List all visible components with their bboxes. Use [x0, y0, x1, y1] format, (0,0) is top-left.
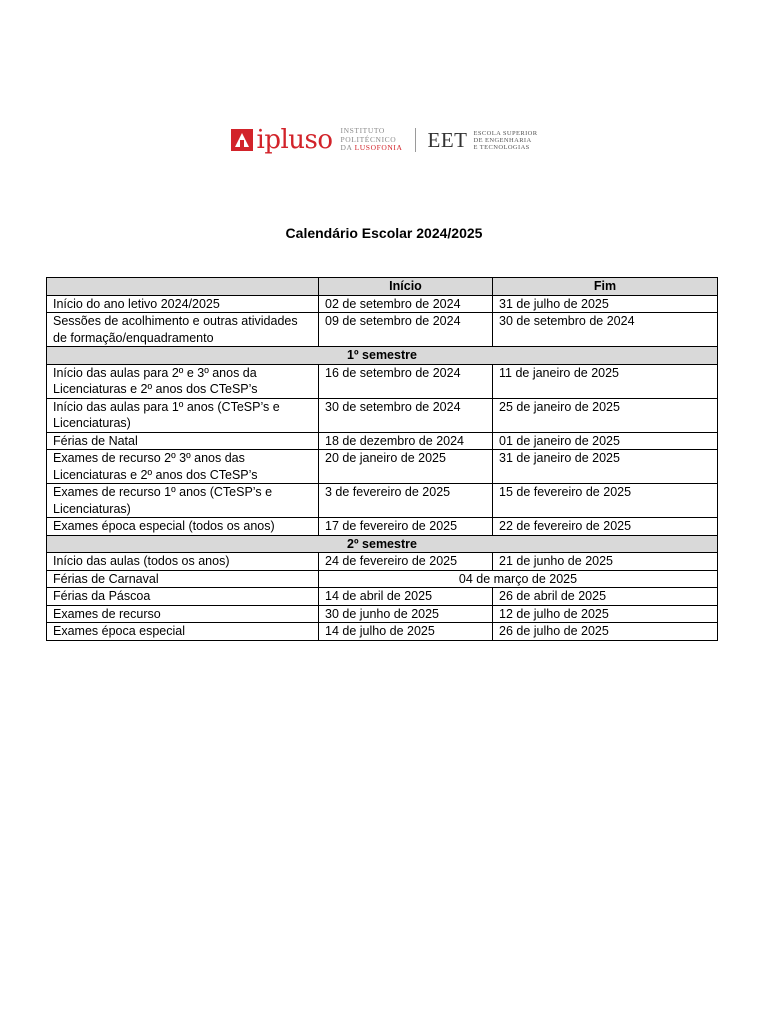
ipluso-emblem-icon — [231, 129, 253, 151]
event-cell: Exames época especial (todos os anos) — [47, 518, 319, 536]
semester-1-label: 1º semestre — [47, 347, 718, 365]
table-row — [47, 450, 718, 484]
end-date-cell: 21 de junho de 2025 — [493, 553, 718, 571]
end-date-cell: 31 de janeiro de 2025 — [493, 450, 718, 484]
page-title: Calendário Escolar 2024/2025 — [285, 225, 483, 241]
eet-subtitle-line: E TECNOLOGIAS — [473, 143, 530, 151]
table-row — [47, 484, 718, 518]
eet-wordmark: EET — [427, 127, 468, 152]
table-row — [47, 588, 718, 606]
end-date-cell: 22 de fevereiro de 2025 — [493, 518, 718, 536]
start-date-cell: 30 de junho de 2025 — [319, 605, 493, 623]
semester-header-row — [47, 347, 718, 365]
start-date-cell: 30 de setembro de 2024 — [319, 398, 493, 432]
ipluso-subtitle-prefix: DA — [340, 143, 355, 153]
start-date-cell: 14 de julho de 2025 — [319, 623, 493, 641]
end-date-cell: 25 de janeiro de 2025 — [493, 398, 718, 432]
table-row — [47, 553, 718, 571]
event-cell: Exames de recurso 1º anos (CTeSP’s e Licenciaturas) — [47, 484, 319, 518]
end-date-cell: 01 de janeiro de 2025 — [493, 432, 718, 450]
start-date-cell: 16 de setembro de 2024 — [319, 364, 493, 398]
column-header-end: Fim — [493, 278, 718, 296]
institution-header — [0, 120, 768, 160]
start-date-cell: 18 de dezembro de 2024 — [319, 432, 493, 450]
event-cell: Exames de recurso 2º 3º anos das Licenciaturas e 2º anos dos CTeSP’s — [47, 450, 319, 484]
table-row — [47, 623, 718, 641]
event-cell: Início do ano letivo 2024/2025 — [47, 295, 319, 313]
end-date-cell: 31 de julho de 2025 — [493, 295, 718, 313]
ipluso-logo — [231, 127, 403, 153]
ipluso-subtitle-line: POLITÉCNICO — [340, 134, 397, 144]
end-date-cell: 30 de setembro de 2024 — [493, 313, 718, 347]
event-cell: Férias de Carnaval — [47, 570, 319, 588]
ipluso-subtitle-highlight: LUSOFONIA — [354, 143, 403, 153]
ipluso-subtitle-line: INSTITUTO — [340, 126, 385, 136]
start-date-cell: 17 de fevereiro de 2025 — [319, 518, 493, 536]
start-date-cell: 20 de janeiro de 2025 — [319, 450, 493, 484]
start-date-cell: 09 de setembro de 2024 — [319, 313, 493, 347]
event-cell: Exames de recurso — [47, 605, 319, 623]
table-row — [47, 313, 718, 347]
end-date-cell: 12 de julho de 2025 — [493, 605, 718, 623]
table-row — [47, 605, 718, 623]
table-row — [47, 570, 718, 588]
eet-subtitle — [474, 130, 538, 151]
semester-header-row — [47, 535, 718, 553]
logo-divider — [415, 128, 416, 152]
table-row — [47, 364, 718, 398]
start-date-cell: 14 de abril de 2025 — [319, 588, 493, 606]
eet-subtitle-line: ESCOLA SUPERIOR — [473, 129, 538, 137]
table-row — [47, 295, 718, 313]
ipluso-subtitle — [341, 127, 403, 153]
event-cell: Sessões de acolhimento e outras atividades de formação/enquadramento — [47, 313, 319, 347]
event-cell: Início das aulas (todos os anos) — [47, 553, 319, 571]
start-date-cell: 02 de setembro de 2024 — [319, 295, 493, 313]
logos — [231, 127, 538, 153]
end-date-cell: 26 de julho de 2025 — [493, 623, 718, 641]
column-header-start: Início — [319, 278, 493, 296]
start-date-cell: 24 de fevereiro de 2025 — [319, 553, 493, 571]
calendar-table — [46, 277, 718, 641]
semester-2-label: 2º semestre — [47, 535, 718, 553]
column-header-event — [47, 278, 319, 296]
event-cell: Início das aulas para 2º e 3º anos da Licenciaturas e 2º anos dos CTeSP’s — [47, 364, 319, 398]
event-cell: Exames época especial — [47, 623, 319, 641]
event-cell: Início das aulas para 1º anos (CTeSP’s e Licenciaturas) — [47, 398, 319, 432]
merged-date-cell: 04 de março de 2025 — [319, 570, 718, 588]
table-header-row — [47, 278, 718, 296]
end-date-cell: 11 de janeiro de 2025 — [493, 364, 718, 398]
end-date-cell: 26 de abril de 2025 — [493, 588, 718, 606]
eet-subtitle-line: DE ENGENHARIA — [473, 136, 532, 144]
eet-logo — [428, 128, 538, 153]
table-row — [47, 518, 718, 536]
table-row — [47, 432, 718, 450]
start-date-cell: 3 de fevereiro de 2025 — [319, 484, 493, 518]
end-date-cell: 15 de fevereiro de 2025 — [493, 484, 718, 518]
ipluso-wordmark: ipluso — [256, 125, 333, 155]
table-row — [47, 398, 718, 432]
event-cell: Férias de Natal — [47, 432, 319, 450]
ipluso-subtitle-line — [341, 144, 403, 153]
event-cell: Férias da Páscoa — [47, 588, 319, 606]
